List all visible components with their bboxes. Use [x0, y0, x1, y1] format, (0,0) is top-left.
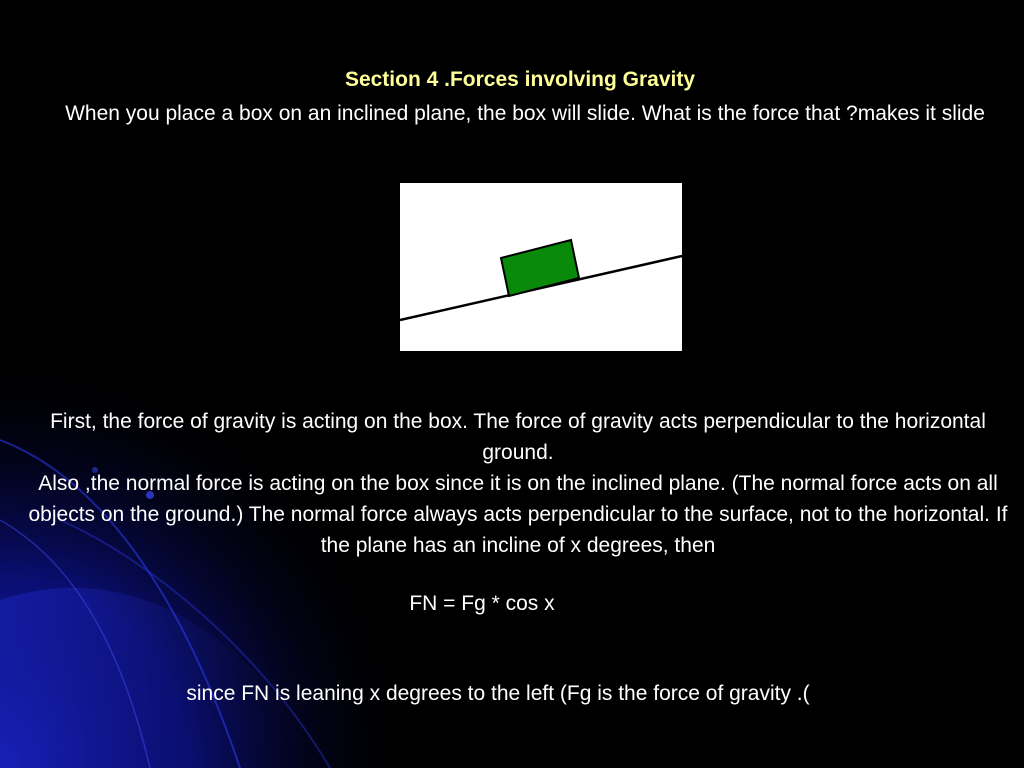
- paragraph-normal-force: Also ,the normal force is acting on the box since it is on the inclined plane. (The normal force acts on all objects on the ground.) The normal force always acts perpendicular to the surface, not to the horizontal. If the plane has an incline of x degrees, then: [28, 472, 1008, 557]
- inclined-plane-figure: [400, 183, 682, 351]
- intro-text: When you place a box on an inclined plane, the box will slide. What is the force that ?makes it slide: [65, 102, 985, 125]
- paragraph-gravity: First, the force of gravity is acting on the box. The force of gravity acts perpendicular to the horizontal ground.: [50, 410, 986, 464]
- slide-title: Section 4 .Forces involving Gravity: [344, 68, 696, 91]
- explanation-text: [20, 406, 1016, 561]
- closing-text: since FN is leaning x degrees to the left (Fg is the force of gravity .(: [186, 682, 810, 705]
- formula: FN = Fg * cos x: [409, 592, 555, 615]
- green-box: [501, 240, 579, 296]
